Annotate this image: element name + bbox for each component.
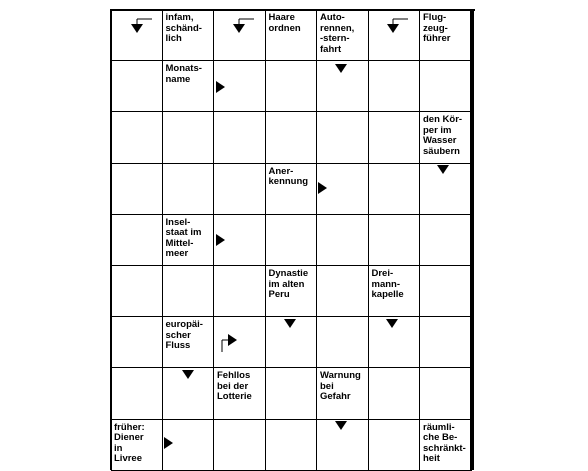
arrow-down-icon: [233, 24, 245, 33]
clue-text: Warnung bei Gefahr: [320, 370, 361, 403]
clue-text: Aner- kennung: [268, 165, 309, 188]
clue-text: infam, schänd- lich: [165, 12, 202, 44]
clue-text: früher: Diener in Livree: [114, 421, 145, 465]
clue-text: Auto- rennen, -stern- fahrt: [320, 12, 355, 55]
clue-text: europäi- scher Fluss: [165, 319, 203, 352]
arrow-down-icon: [335, 64, 347, 73]
arrow-down-icon: [131, 24, 143, 33]
arrow-down-icon: [182, 370, 194, 379]
arrow-down-icon: [284, 319, 296, 328]
arrow-down-icon: [335, 421, 347, 430]
arrow-down-icon: [386, 319, 398, 328]
arrow-down-icon: [387, 24, 399, 33]
arrow-down-icon: [437, 165, 449, 174]
clue-text: Fehllos bei der Lotterie: [217, 370, 252, 403]
clue-text: Drei- mann- kapelle: [371, 268, 404, 300]
clue-text: Monats- name: [165, 63, 202, 85]
arrow-right-icon: [228, 334, 237, 346]
clue-text: Dynastie im alten Peru: [268, 268, 309, 300]
clue-text: Insel- staat im Mittel- meer: [165, 216, 202, 260]
arrow-right-icon: [216, 234, 225, 246]
clue-text: räumli- che Be- schränkt- heit: [423, 421, 466, 465]
arrow-right-icon: [318, 182, 327, 194]
clue-text: den Kör- per im Wasser säubern: [423, 114, 463, 157]
clue-text: Haare ordnen: [268, 12, 301, 34]
arrow-right-icon: [216, 81, 225, 93]
clue-text: Flug- zeug- führer: [423, 12, 451, 44]
arrow-right-icon: [164, 437, 173, 449]
